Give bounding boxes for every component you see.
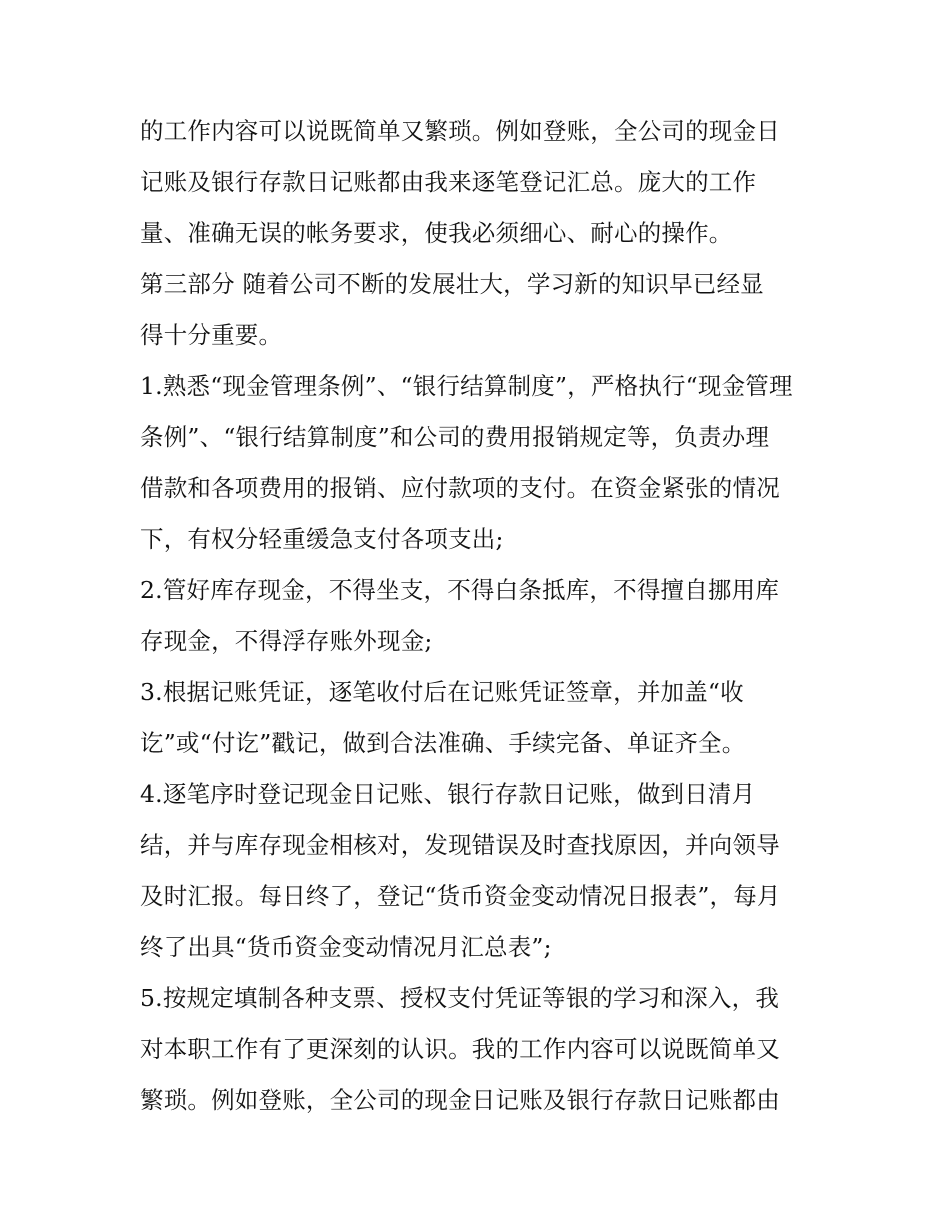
text-line: 量、准确无误的帐务要求，使我必须细心、耐心的操作。: [140, 219, 733, 247]
text-line: 结，并与库存现金相核对，发现错误及时查找原因，并向领导: [140, 831, 780, 859]
text-line: 繁琐。例如登账，全公司的现金日记账及银行存款日记账都由: [140, 1086, 780, 1114]
text-line: 下，有权分轻重缓急支付各项支出;: [140, 525, 504, 553]
text-line: 对本职工作有了更深刻的认识。我的工作内容可以说既简单又: [140, 1035, 780, 1063]
text-line: 条例”、“银行结算制度”和公司的费用报销规定等，负责办理: [140, 423, 770, 451]
body-text: [140, 106, 820, 1126]
text-line: 记账及银行存款日记账都由我来逐笔登记汇总。庞大的工作: [140, 168, 757, 196]
text-line: 借款和各项费用的报销、应付款项的支付。在资金紧张的情况: [140, 474, 780, 502]
text-line: 终了出具“货币资金变动情况月汇总表”;: [140, 933, 552, 961]
text-line: 第三部分 随着公司不断的发展壮大，学习新的知识早已经显: [140, 270, 764, 298]
text-line: 5.按规定填制各种支票、授权支付凭证等银的学习和深入，我: [140, 984, 780, 1012]
text-line: 存现金，不得浮存账外现金;: [140, 627, 433, 655]
text-line: 3.根据记账凭证，逐笔收付后在记账凭证签章，并加盖“收: [140, 678, 744, 706]
text-line: 及时汇报。每日终了，登记“货币资金变动情况日报表”，每月: [140, 882, 781, 910]
text-line: 1.熟悉“现金管理条例”、“银行结算制度”，严格执行“现金管理: [140, 372, 793, 400]
text-line: 的工作内容可以说既简单又繁琐。例如登账，全公司的现金日: [140, 117, 780, 145]
text-line: 2.管好库存现金，不得坐支，不得白条抵库，不得擅自挪用库: [140, 576, 780, 604]
text-line: 得十分重要。: [140, 321, 283, 349]
text-line: 讫”或“付讫”戳记，做到合法准确、手续完备、单证齐全。: [140, 729, 746, 757]
text-line: 4.逐笔序时登记现金日记账、银行存款日记账，做到日清月: [140, 780, 756, 808]
